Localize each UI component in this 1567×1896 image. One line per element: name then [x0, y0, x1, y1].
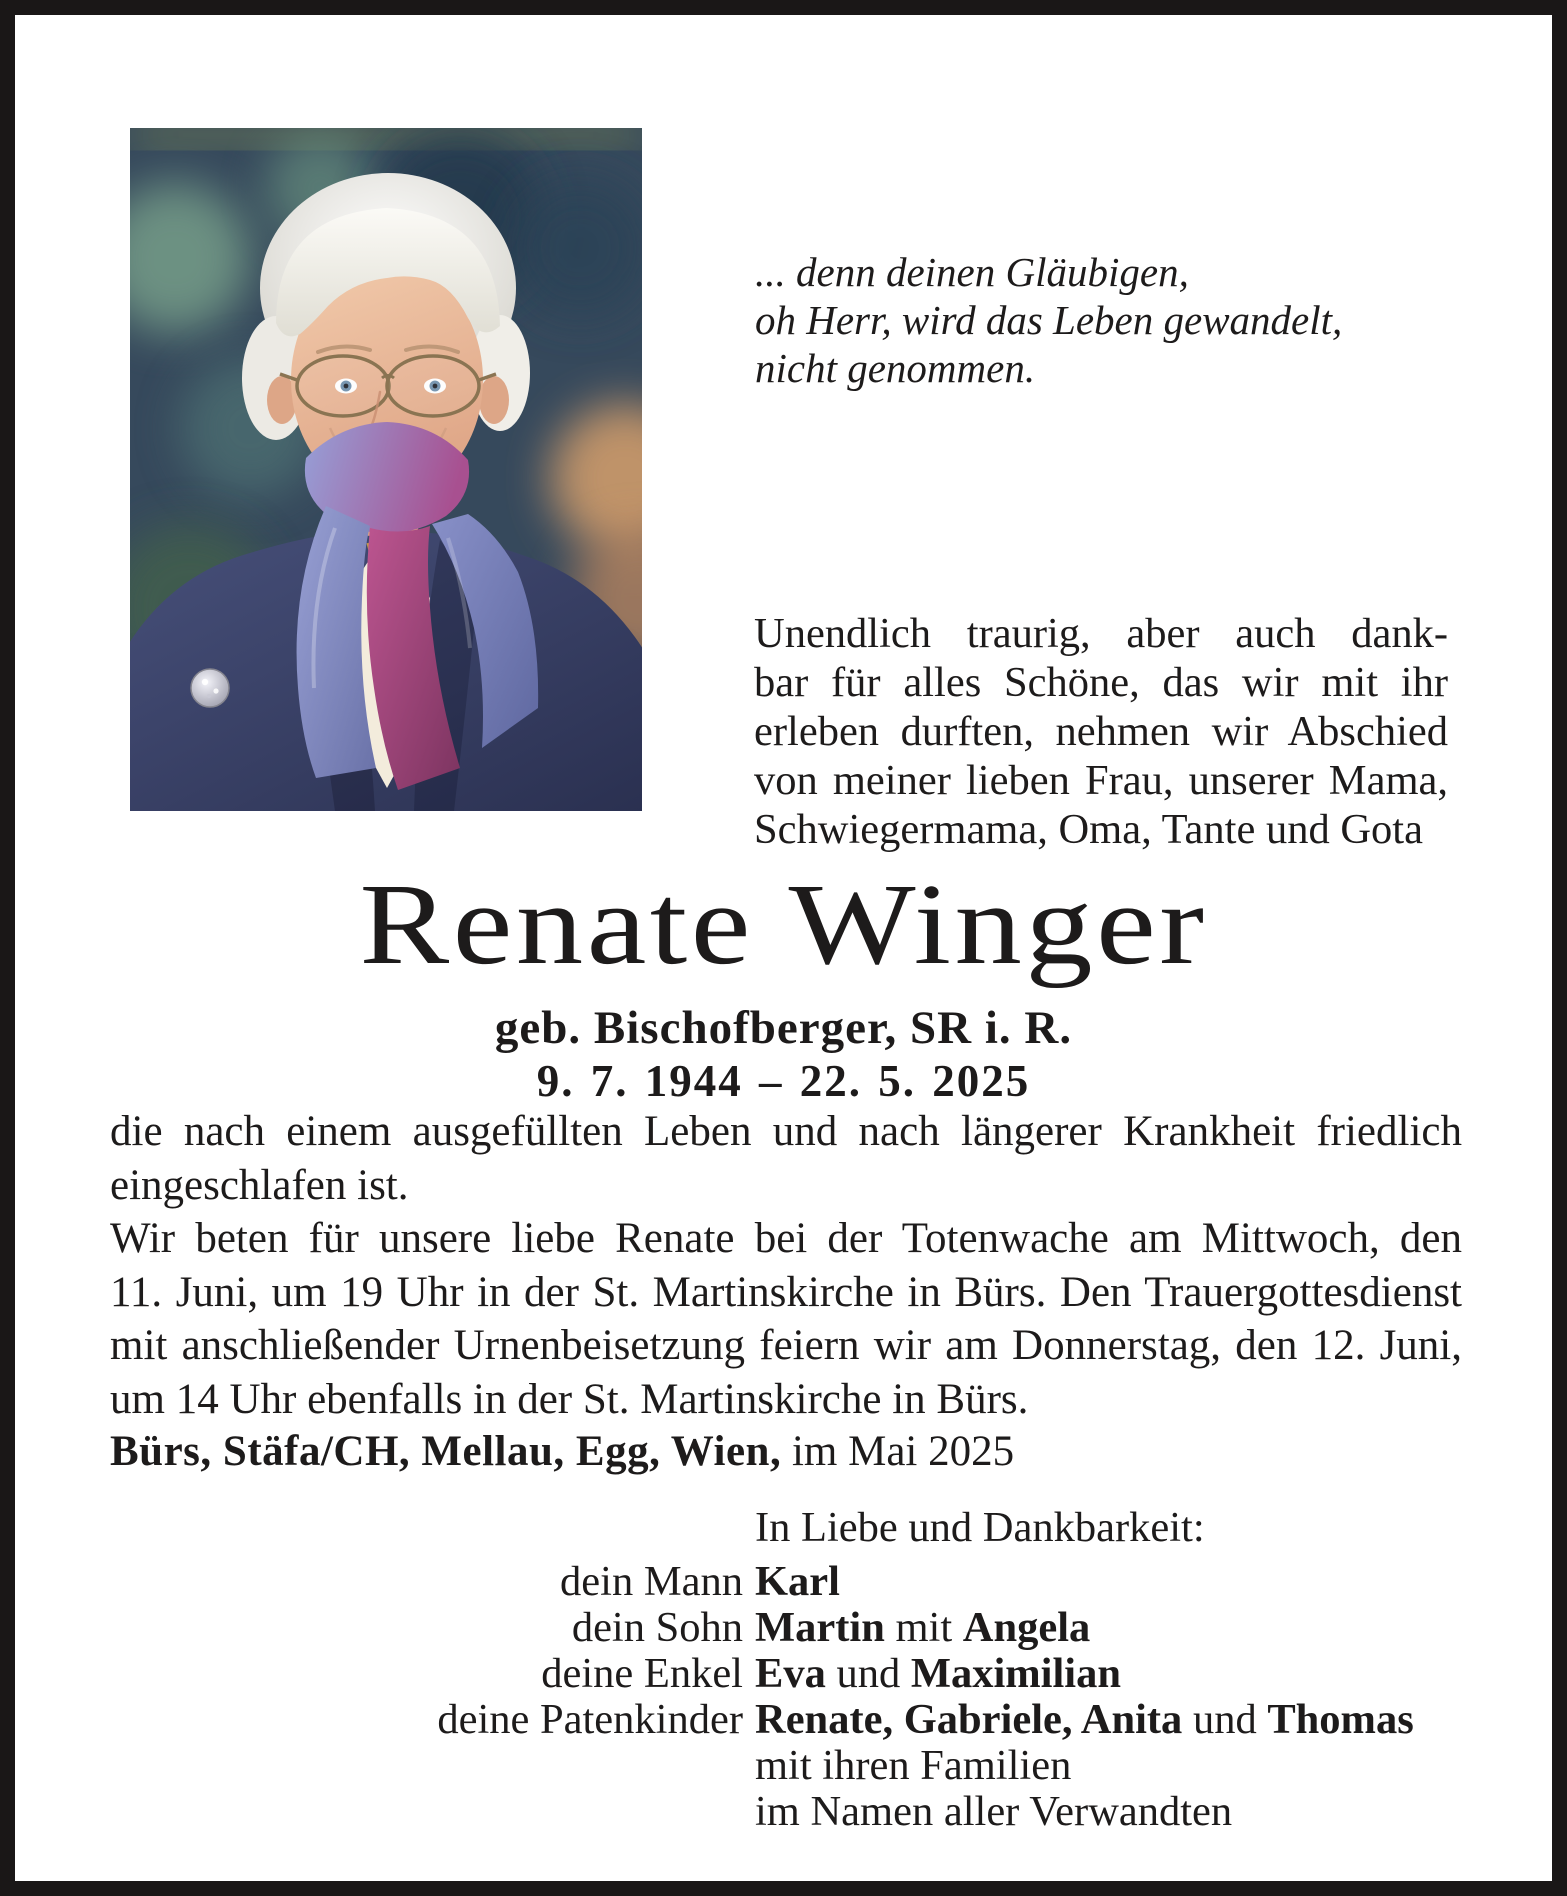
mourner-relation: deine Patenkinder	[437, 1696, 743, 1743]
dateline-date: im Mai 2025	[781, 1428, 1015, 1475]
text-line: um 14 Uhr ebenfalls in der St. Martinskirche in Bürs.	[110, 1375, 1029, 1423]
photo-brooch	[191, 669, 229, 707]
opening-quote	[755, 248, 1342, 392]
mourner-row	[110, 1789, 1462, 1835]
mourner-name: Renate, Gabriele, Anita	[755, 1696, 1183, 1743]
mourner-row	[110, 1559, 1462, 1605]
mourner-names	[755, 1605, 1462, 1651]
mourner-connector: mit	[884, 1604, 963, 1651]
mourner-names	[755, 1743, 1462, 1789]
closing-heading: In Liebe und Dankbarkeit:	[755, 1504, 1205, 1551]
text-line: Wir beten für unsere liebe Renate bei der Totenwache am Mittwoch, den	[110, 1215, 1462, 1262]
text-line: bar für alles Schöne, das wir mit ihr	[754, 659, 1448, 706]
mourner-relation: deine Enkel	[541, 1650, 743, 1697]
mourner-row	[110, 1605, 1462, 1651]
portrait-photo	[130, 128, 642, 811]
mourner-connector: und	[825, 1650, 911, 1697]
text-line: von meiner lieben Frau, unserer Mama,	[754, 757, 1448, 804]
text-line: Schwiegermama, Oma, Tante und Gota	[754, 806, 1423, 853]
mourner-name: Thomas	[1267, 1696, 1414, 1743]
mourner-name: Maximilian	[910, 1650, 1121, 1697]
closing-heading-spacer	[110, 1505, 743, 1551]
dateline-places: Bürs, Stäfa/CH, Mellau, Egg, Wien,	[110, 1428, 782, 1475]
mourner-names	[755, 1789, 1462, 1835]
mourner-row	[110, 1697, 1462, 1743]
text-line: mit anschließender Urnenbeisetzung feiern wir am Donnerstag, den 12. Juni,	[110, 1322, 1462, 1369]
text-line: die nach einem ausgefüllten Leben und nach längerer Krankheit friedlich	[110, 1108, 1462, 1155]
mourner-relation	[110, 1743, 743, 1789]
life-dates: 9. 7. 1944 – 22. 5. 2025	[536, 1056, 1031, 1106]
mourner-connector: im Namen aller Verwandten	[755, 1788, 1233, 1835]
mourner-names	[755, 1697, 1462, 1743]
mourner-relation: dein Sohn	[571, 1604, 743, 1651]
closing-block	[110, 1505, 1462, 1835]
mourner-connector: mit ihren Familien	[755, 1742, 1072, 1789]
mourner-relation	[110, 1789, 743, 1835]
portrait-illustration	[130, 128, 642, 811]
closing-heading-row	[110, 1505, 1462, 1551]
text-line: nicht genommen.	[755, 345, 1036, 391]
text-line: ... denn deinen Gläubigen,	[755, 249, 1189, 295]
intro-paragraph	[754, 609, 1448, 854]
mourner-rows	[110, 1559, 1462, 1835]
mourner-relation: dein Mann	[560, 1558, 743, 1605]
deceased-name: Renate Winger	[359, 861, 1208, 989]
mourner-name: Angela	[962, 1604, 1091, 1651]
mourner-row	[110, 1743, 1462, 1789]
announcement-text	[110, 1105, 1462, 1426]
text-line: 11. Juni, um 19 Uhr in der St. Martinskirche in Bürs. Den Trauergottesdienst	[110, 1268, 1462, 1316]
mourner-name: Karl	[755, 1558, 840, 1605]
photo-ear-right	[479, 376, 509, 424]
mourner-names	[755, 1559, 1462, 1605]
mourner-row	[110, 1651, 1462, 1697]
text-line: erleben durften, nehmen wir Abschied	[754, 708, 1448, 755]
text-line: Unendlich traurig, aber auch dank-	[754, 610, 1448, 657]
mourner-names	[755, 1651, 1462, 1697]
mourner-name: Martin	[755, 1604, 885, 1651]
dateline	[110, 1427, 1014, 1477]
mourner-connector: und	[1182, 1696, 1268, 1743]
mourner-name: Eva	[755, 1650, 826, 1697]
maiden-name-line: geb. Bischofberger, SR i. R.	[494, 1002, 1073, 1054]
text-line: eingeschlafen ist.	[110, 1161, 409, 1209]
text-line: oh Herr, wird das Leben gewandelt,	[755, 297, 1343, 343]
